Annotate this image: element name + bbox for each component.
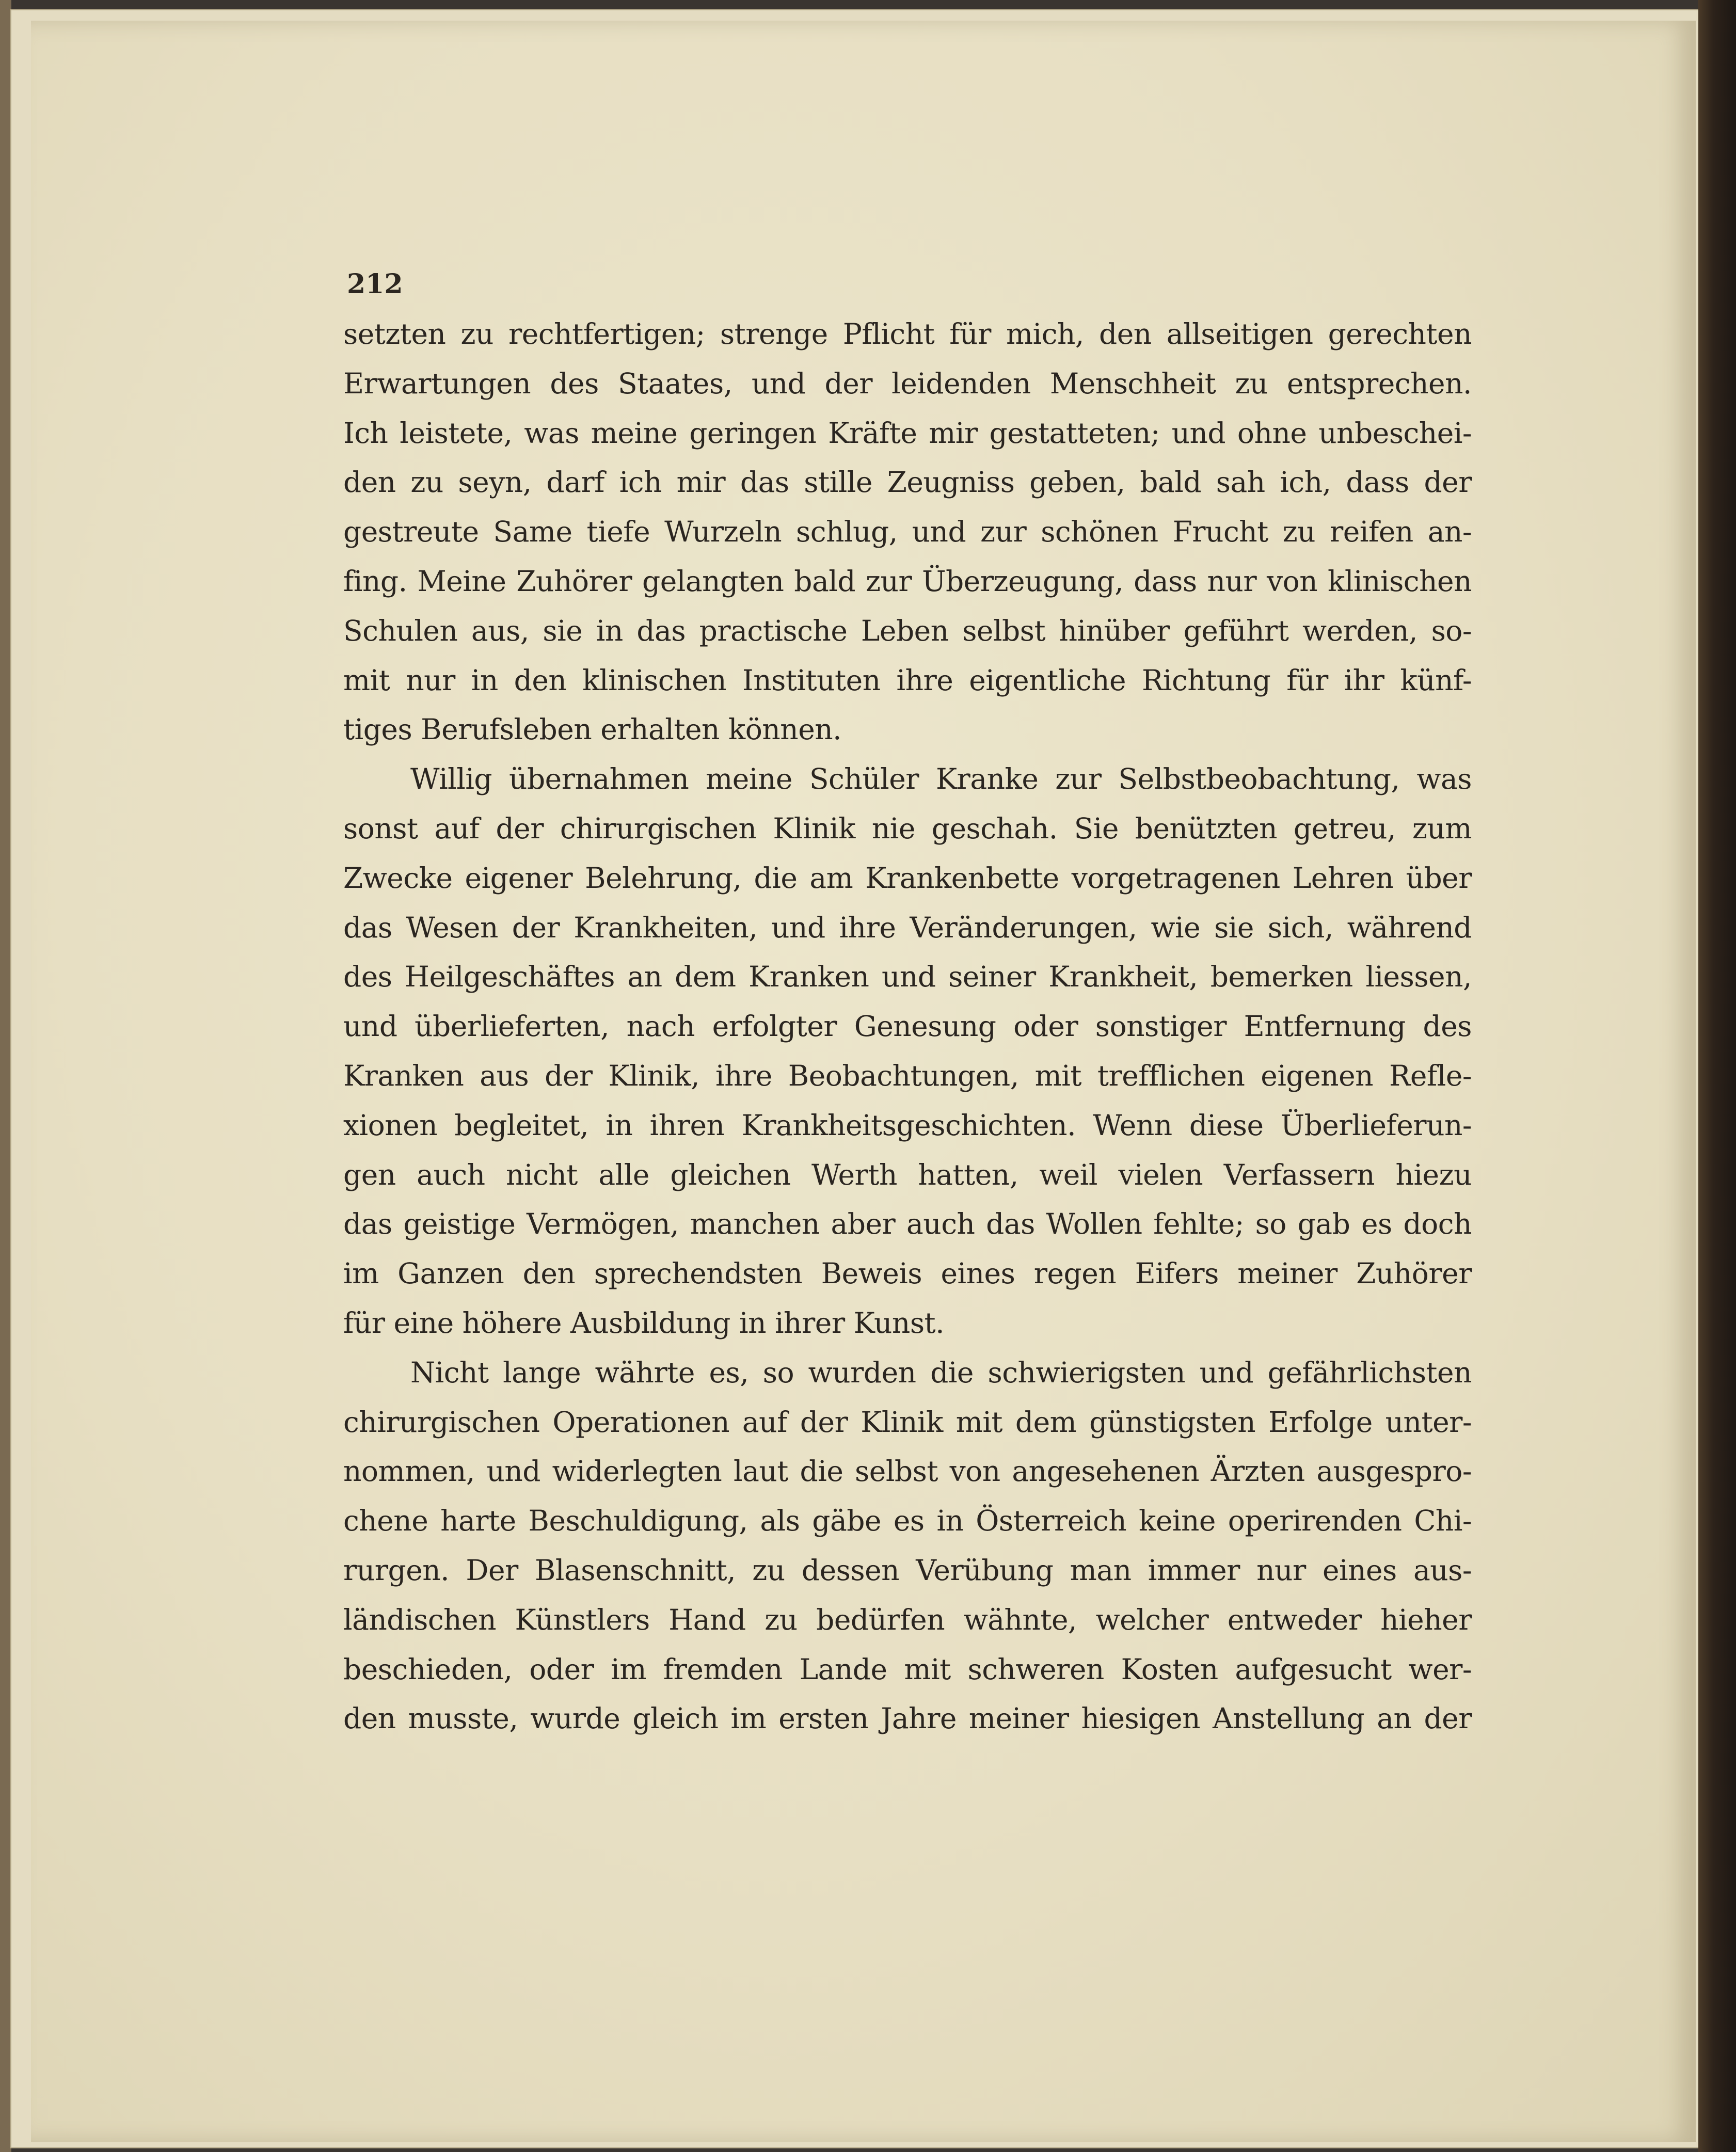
text-line: Nicht lange währte es, so wurden die schwierigsten und gefährlichsten	[410, 1356, 1472, 1389]
text-line: nommen, und widerlegten laut die selbst von angesehenen Ärzten ausgespro-	[343, 1455, 1472, 1488]
text-line: das geistige Vermögen, manchen aber auch das Wollen fehlte; so gab es doch	[343, 1207, 1472, 1241]
text-line: im Ganzen den sprechendsten Beweis eines regen Eifers meiner Zuhörer	[343, 1257, 1472, 1290]
text-line: xionen begleitet, in ihren Krankheitsgeschichten. Wenn diese Überlieferun-	[343, 1108, 1472, 1142]
text-line: sonst auf der chirurgischen Klinik nie geschah. Sie benützten getreu, zum	[343, 811, 1472, 845]
body-text	[343, 310, 1472, 1744]
text-line: den zu seyn, darf ich mir das stille Zeugniss geben, bald sah ich, dass der	[343, 466, 1472, 499]
text-line: des Heilgeschäftes an dem Kranken und seiner Krankheit, bemerken liessen,	[343, 960, 1472, 994]
text-line: chirurgischen Operationen auf der Klinik mit dem günstigsten Erfolge unter-	[343, 1405, 1472, 1439]
text-line: Willig übernahmen meine Schüler Kranke zur Selbstbeobachtung, was	[410, 762, 1472, 796]
text-line: für eine höhere Ausbildung in ihrer Kunst.	[343, 1306, 945, 1340]
paragraph-3	[343, 1348, 1472, 1744]
text-line: setzten zu rechtfertigen; strenge Pflicht für mich, den allseitigen gerechten	[343, 317, 1472, 350]
text-line: beschieden, oder im fremden Lande mit schweren Kosten aufgesucht wer-	[343, 1652, 1472, 1686]
text-line: gen auch nicht alle gleichen Werth hatten, weil vielen Verfassern hiezu	[343, 1158, 1472, 1191]
text-line: gestreute Same tiefe Wurzeln schlug, und zur schönen Frucht zu reifen an-	[343, 515, 1472, 549]
text-line: das Wesen der Krankheiten, und ihre Veränderungen, wie sie sich, während	[343, 911, 1472, 944]
scanner-edge	[0, 0, 11, 2152]
text-line: Erwartungen des Staates, und der leidenden Menschheit zu entsprechen.	[343, 366, 1472, 400]
text-line: mit nur in den klinischen Instituten ihre eigentliche Richtung für ihr künf-	[343, 663, 1472, 697]
text-line: chene harte Beschuldigung, als gäbe es in Österreich keine operirenden Chi-	[343, 1504, 1472, 1538]
text-line: Kranken aus der Klinik, ihre Beobachtungen, mit trefflichen eigenen Refle-	[343, 1059, 1472, 1092]
paragraph-1	[343, 310, 1472, 755]
text-line: Schulen aus, sie in das practische Leben selbst hinüber geführt werden, so-	[343, 614, 1472, 647]
text-line: und überlieferten, nach erfolgter Genesung oder sonstiger Entfernung des	[343, 1010, 1472, 1043]
text-line: ländischen Künstlers Hand zu bedürfen wähnte, welcher entweder hieher	[343, 1603, 1472, 1636]
page-number: 212	[347, 268, 403, 300]
text-line: rurgen. Der Blasenschnitt, zu dessen Verübung man immer nur eines aus-	[343, 1553, 1472, 1587]
text-line: tiges Berufsleben erhalten können.	[343, 713, 842, 746]
text-line: den musste, wurde gleich im ersten Jahre meiner hiesigen Anstellung an der	[343, 1702, 1472, 1735]
text-line: Ich leistete, was meine geringen Kräfte mir gestatteten; und ohne unbeschei-	[343, 416, 1472, 450]
text-line: Zwecke eigener Belehrung, die am Krankenbette vorgetragenen Lehren über	[343, 861, 1472, 895]
paragraph-2	[343, 755, 1472, 1348]
text-line: fing. Meine Zuhörer gelangten bald zur Überzeugung, dass nur von klinischen	[343, 564, 1472, 598]
book-binding	[1698, 0, 1736, 2152]
